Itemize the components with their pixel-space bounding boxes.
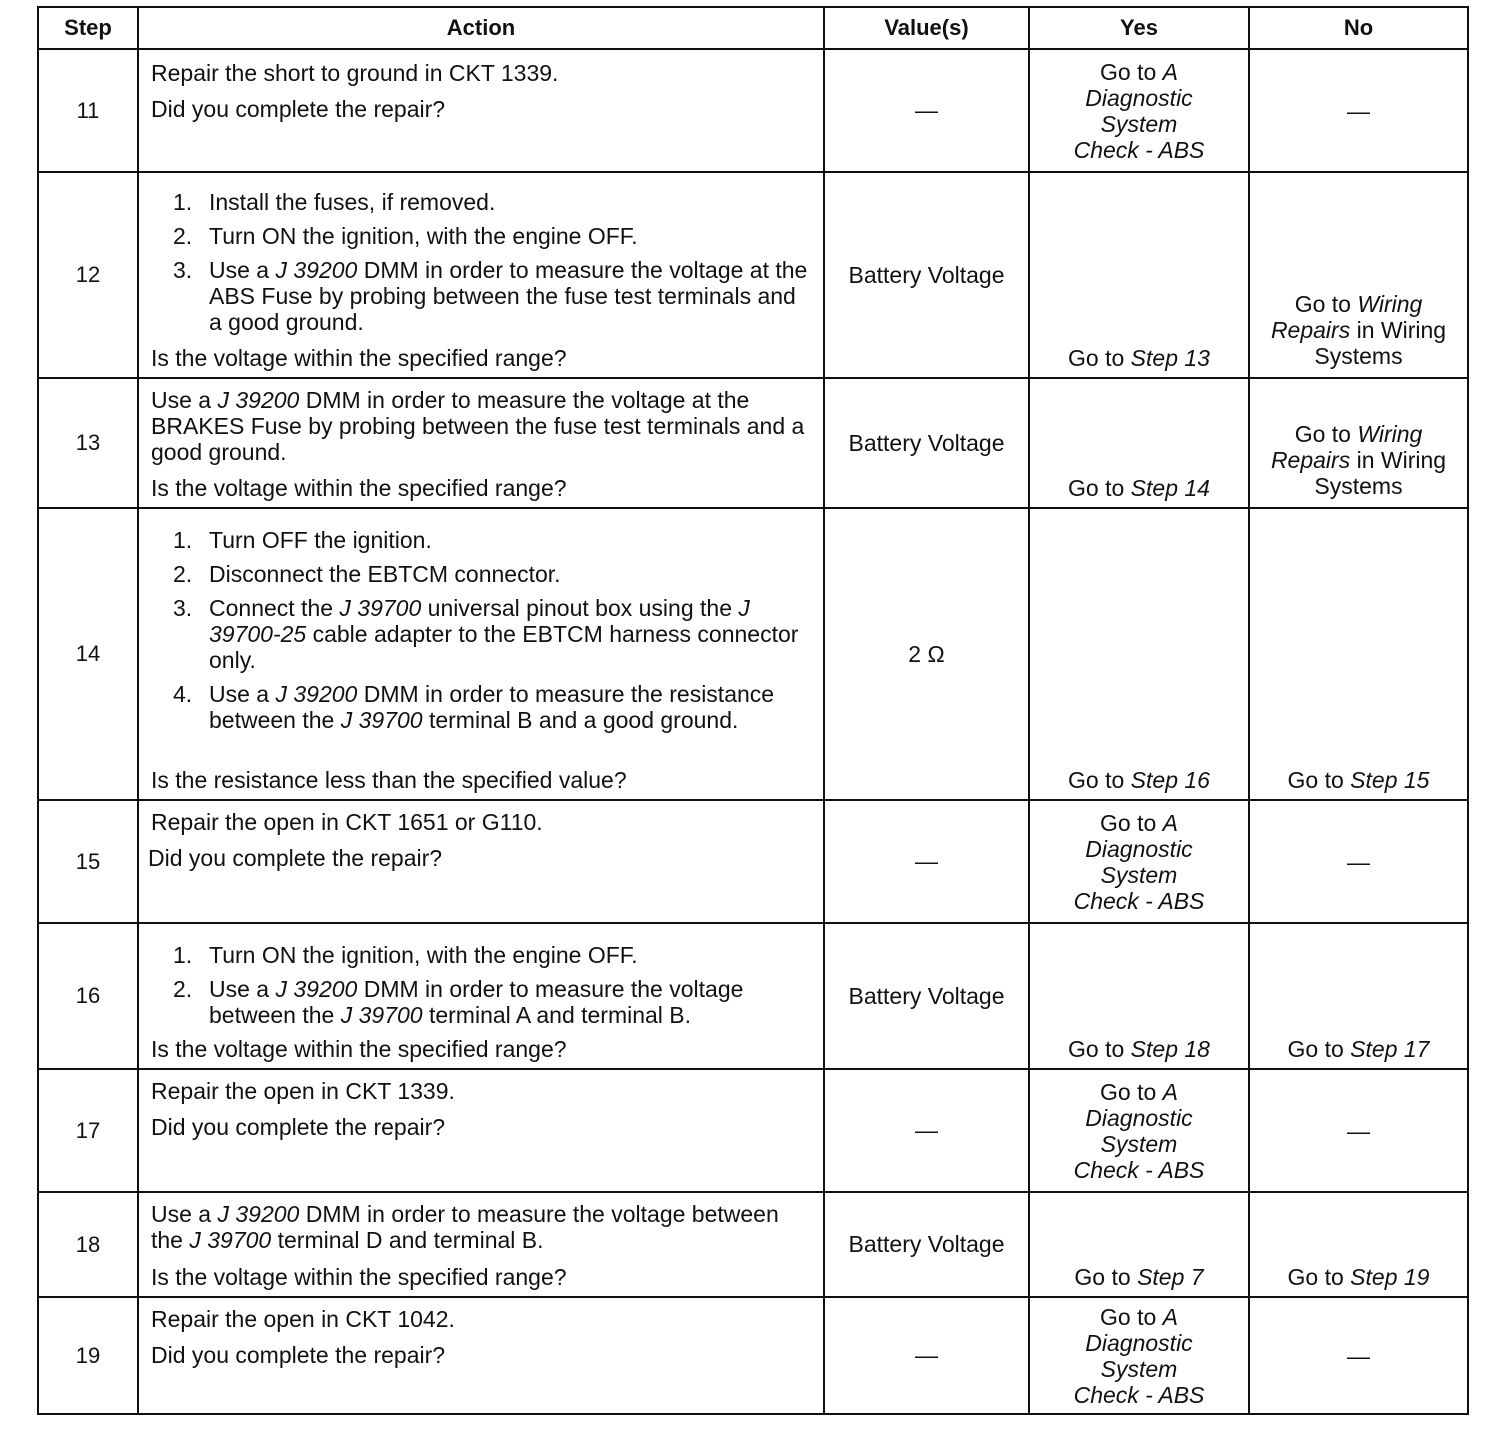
- value-cell: —: [824, 1297, 1029, 1414]
- value-cell: Battery Voltage: [824, 923, 1029, 1069]
- yes-l4: Check - ABS: [1073, 1381, 1205, 1408]
- value-cell: Battery Voltage: [824, 1192, 1029, 1297]
- question-text: Is the resistance less than the specified value?: [151, 767, 627, 793]
- list-item: 1. Install the fuses, if removed.: [173, 189, 496, 215]
- yes-l4: Check - ABS: [1073, 887, 1205, 914]
- question-text: Did you complete the repair?: [151, 1114, 446, 1140]
- step-number: 19: [38, 1297, 138, 1414]
- yes-l2: Diagnostic: [1085, 835, 1193, 862]
- question-text: Did you complete the repair?: [148, 845, 443, 871]
- no-cell: Go to Step 19: [1249, 1192, 1468, 1297]
- yes-l1: Go to A: [1100, 58, 1178, 85]
- yes-cell: Go to Step 18: [1029, 923, 1249, 1069]
- yes-cell: [1029, 1297, 1249, 1414]
- yes-cell: [1029, 49, 1249, 172]
- action-cell: [138, 172, 824, 378]
- value-cell: Battery Voltage: [824, 172, 1029, 378]
- no-cell: —: [1249, 1297, 1468, 1414]
- action-cell: Use a J 39200 DMM in order to measure the voltage between the J 39700 terminal D and terminal B. Is the voltage within the specified range?: [138, 1192, 824, 1297]
- yes-l1: Go to A: [1100, 1078, 1178, 1105]
- list-item: 2. Turn ON the ignition, with the engine OFF.: [173, 223, 638, 249]
- table-row: [38, 1297, 1468, 1414]
- table-row: [38, 49, 1468, 172]
- table-row: [38, 378, 1468, 508]
- no-cell: —: [1249, 1069, 1468, 1192]
- value-cell: Battery Voltage: [824, 378, 1029, 508]
- action-cell: Use a J 39200 DMM in order to measure the voltage at the BRAKES Fuse by probing between the fuse test terminals and a good ground. Is the voltage within the specified range?: [138, 378, 824, 508]
- action-cell: [138, 1069, 824, 1192]
- header-no: No: [1249, 7, 1468, 49]
- step-list: [151, 942, 813, 1028]
- action-text: Repair the open in CKT 1651 or G110.: [151, 809, 543, 835]
- yes-l3: System: [1100, 1355, 1178, 1382]
- step-number: 11: [38, 49, 138, 172]
- step-number: 14: [38, 508, 138, 800]
- action-cell: [138, 49, 824, 172]
- list-item: 3. Use a J 39200 DMM in order to measure the voltage at the ABS Fuse by probing between the fuse test terminals and a good ground.: [173, 257, 808, 335]
- yes-l4: Check - ABS: [1073, 136, 1205, 163]
- question-text: Is the voltage within the specified range?: [151, 1264, 567, 1290]
- question-text: Is the voltage within the specified range?: [151, 1036, 567, 1062]
- value-cell: —: [824, 1069, 1029, 1192]
- list-item: 4. Use a J 39200 DMM in order to measure the resistance between the J 39700 terminal B and a good ground.: [173, 681, 775, 733]
- table-row: [38, 1069, 1468, 1192]
- yes-cell: Go to Step 7: [1029, 1192, 1249, 1297]
- action-text: Repair the open in CKT 1339.: [151, 1078, 455, 1104]
- no-cell: —: [1249, 800, 1468, 923]
- action-cell: [138, 508, 824, 800]
- list-item: 2. Disconnect the EBTCM connector.: [173, 561, 561, 587]
- header-values: Value(s): [824, 7, 1029, 49]
- list-item: 1. Turn OFF the ignition.: [173, 527, 432, 553]
- question-text: Is the voltage within the specified range?: [151, 345, 567, 371]
- table-row: [38, 508, 1468, 800]
- question-text: Did you complete the repair?: [151, 1342, 446, 1368]
- yes-l3: System: [1100, 110, 1178, 137]
- table-row: [38, 1192, 1468, 1297]
- yes-l3: System: [1100, 1130, 1178, 1157]
- question-text: Did you complete the repair?: [151, 96, 446, 122]
- action-cell: [138, 923, 824, 1069]
- yes-l1: Go to A: [1100, 1303, 1178, 1330]
- value-cell: 2 Ω: [824, 508, 1029, 800]
- step-number: 12: [38, 172, 138, 378]
- header-action: Action: [138, 7, 824, 49]
- action-cell: [138, 1297, 824, 1414]
- yes-cell: Go to Step 14: [1029, 378, 1249, 508]
- yes-cell: [1029, 1069, 1249, 1192]
- yes-cell: [1029, 800, 1249, 923]
- no-cell: —: [1249, 49, 1468, 172]
- step-number: 15: [38, 800, 138, 923]
- table-row: [38, 172, 1468, 378]
- no-cell: Go to Step 17: [1249, 923, 1468, 1069]
- list-item: 1. Turn ON the ignition, with the engine OFF.: [173, 942, 638, 968]
- step-list: [151, 189, 813, 335]
- header-yes: Yes: [1029, 7, 1249, 49]
- step-number: 16: [38, 923, 138, 1069]
- no-cell: Go to Wiring Repairs in Wiring Systems: [1249, 172, 1468, 378]
- yes-cell: Go to Step 13: [1029, 172, 1249, 378]
- no-cell: Go to Step 15: [1249, 508, 1468, 800]
- step-number: 17: [38, 1069, 138, 1192]
- diagnostic-table: [37, 6, 1469, 1415]
- table-row: [38, 800, 1468, 923]
- question-text: Is the voltage within the specified range?: [151, 475, 567, 501]
- yes-l2: Diagnostic: [1085, 84, 1193, 111]
- yes-l1: Go to A: [1100, 809, 1178, 836]
- yes-l2: Diagnostic: [1085, 1329, 1193, 1356]
- yes-l3: System: [1100, 861, 1178, 888]
- action-cell: [138, 800, 824, 923]
- step-list: [151, 527, 813, 733]
- list-item: 3. Connect the J 39700 universal pinout box using the J 39700-25 cable adapter to the EBTCM harness connector only.: [173, 595, 799, 673]
- header-row: [38, 7, 1468, 49]
- yes-cell: Go to Step 16: [1029, 508, 1249, 800]
- no-cell: Go to Wiring Repairs in Wiring Systems: [1249, 378, 1468, 508]
- header-step: Step: [38, 7, 138, 49]
- table-row: [38, 923, 1468, 1069]
- action-text: Repair the open in CKT 1042.: [151, 1306, 455, 1332]
- list-item: 2. Use a J 39200 DMM in order to measure the voltage between the J 39700 terminal A and terminal B.: [173, 976, 744, 1028]
- step-number: 18: [38, 1192, 138, 1297]
- value-cell: —: [824, 800, 1029, 923]
- action-text: Repair the short to ground in CKT 1339.: [151, 60, 559, 86]
- step-number: 13: [38, 378, 138, 508]
- value-cell: —: [824, 49, 1029, 172]
- yes-l2: Diagnostic: [1085, 1104, 1193, 1131]
- yes-l4: Check - ABS: [1073, 1156, 1205, 1183]
